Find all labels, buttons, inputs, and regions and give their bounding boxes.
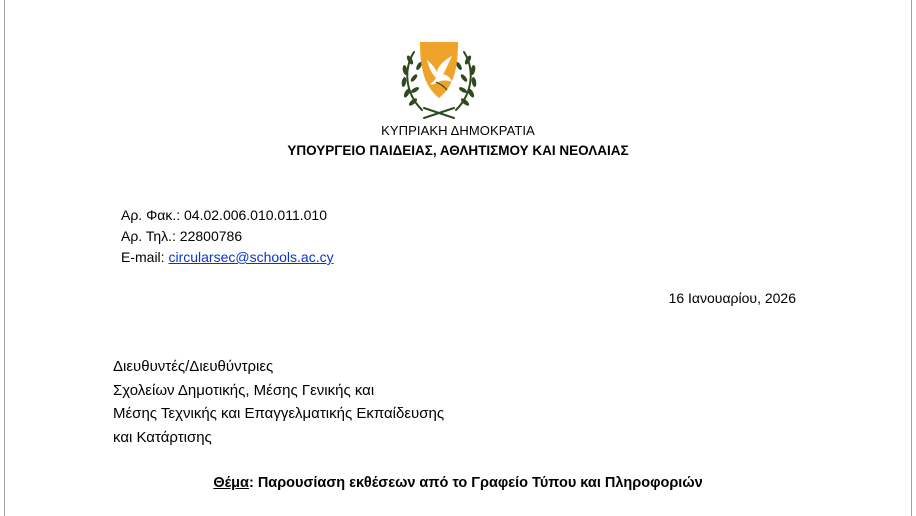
page-edge-left [4, 0, 5, 516]
subject-line [0, 475, 916, 491]
ministry-name: ΥΠΟΥΡΓΕΙΟ ΠΑΙΔΕΙΑΣ, ΑΘΛΗΤΙΣΜΟΥ ΚΑΙ ΝΕΟΛΑΙΑΣ [287, 143, 629, 158]
recipient-line: Μέσης Τεχνικής και Επαγγελματικής Εκπαίδευσης [113, 405, 445, 422]
letter-date: 16 Ιανουαρίου, 2026 [668, 290, 796, 306]
subject-label: Θέμα [213, 475, 249, 491]
subject-separator: : [248, 475, 258, 491]
page-edge-right [911, 0, 912, 516]
cyprus-coat-of-arms-icon [400, 38, 478, 120]
recipient-line: Σχολείων Δημοτικής, Μέσης Γενικής και [113, 382, 375, 399]
subject-text: Παρουσίαση εκθέσεων από το Γραφείο Τύπου και Πληροφοριών [257, 475, 703, 491]
email-link[interactable]: circularsec@schools.ac.cy [168, 249, 334, 265]
email-line [121, 249, 334, 265]
republic-name: ΚΥΠΡΙΑΚΗ ΔΗΜΟΚΡΑΤΙΑ [381, 123, 535, 138]
recipient-line: και Κατάρτισης [113, 429, 212, 446]
phone-number: Αρ. Τηλ.: 22800786 [121, 228, 243, 244]
recipient-line: Διευθυντές/Διευθύντριες [113, 358, 274, 375]
email-label: E-mail: [121, 249, 169, 265]
file-number: Αρ. Φακ.: 04.02.006.010.011.010 [121, 207, 328, 223]
